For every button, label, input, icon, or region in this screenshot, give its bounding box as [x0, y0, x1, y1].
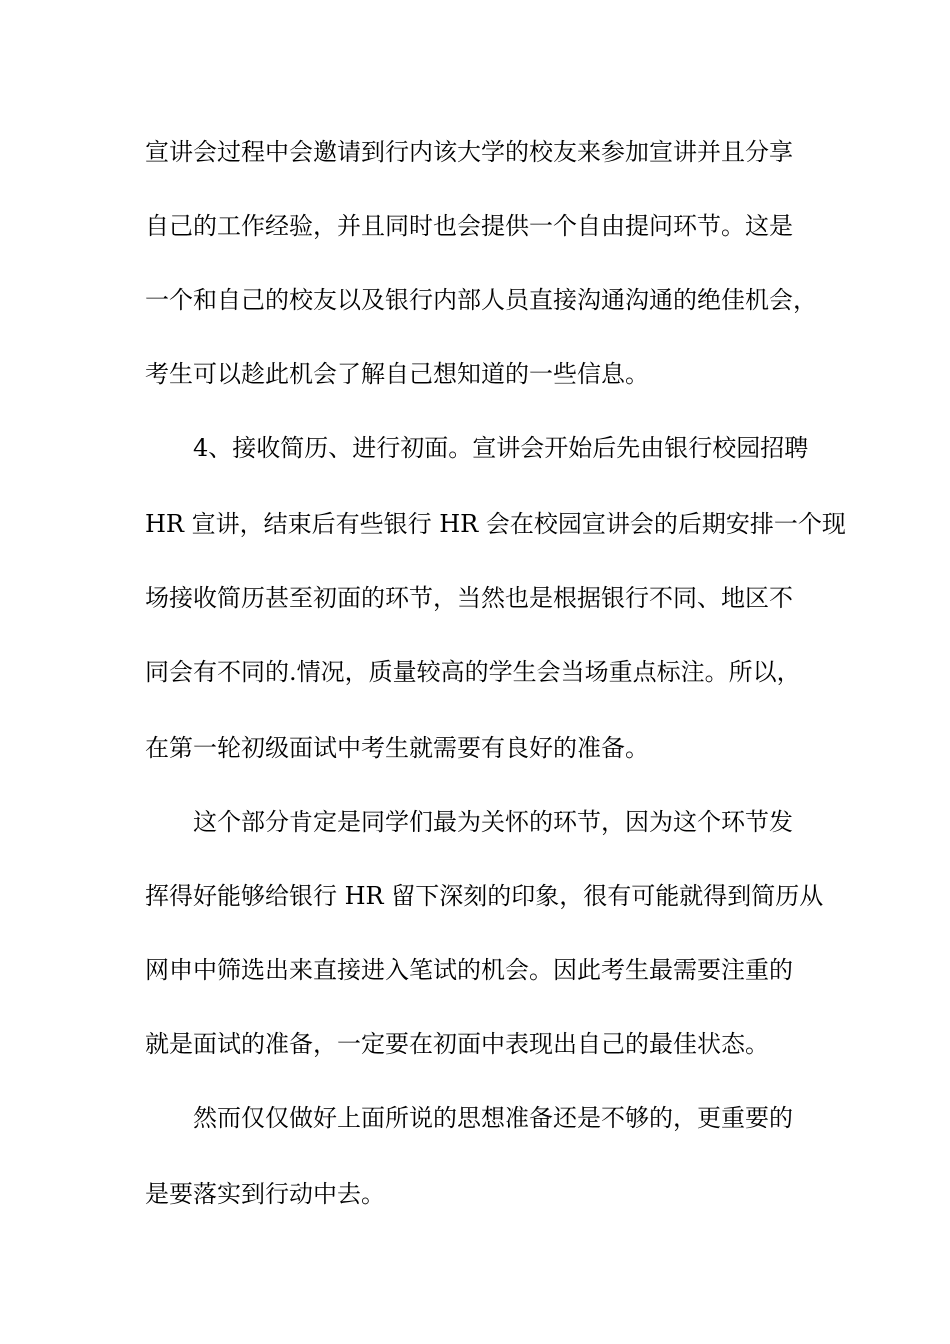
paragraph-first-line: 4、接收简历、进行初面。宣讲会开始后先由银行校园招聘	[193, 434, 809, 462]
text-line: 网申中筛选出来直接进入笔试的机会。因此考生最需要注重的	[145, 956, 793, 984]
paragraph-first-line: 这个部分肯定是同学们最为关怀的环节，因为这个环节发	[193, 808, 793, 836]
paragraph-first-line: 然而仅仅做好上面所说的思想准备还是不够的，更重要的	[193, 1104, 793, 1132]
text-line: 一个和自己的校友以及银行内部人员直接沟通沟通的绝佳机会，	[145, 286, 817, 314]
text-line: 宣讲会过程中会邀请到行内该大学的校友来参加宣讲并且分享	[145, 138, 793, 166]
text-line: 是要落实到行动中去。	[145, 1180, 385, 1208]
text-line: 考生可以趁此机会了解自己想知道的一些信息。	[145, 360, 649, 388]
text-line: 同会有不同的.情况，质量较高的学生会当场重点标注。所以，	[145, 658, 801, 686]
text-line: 就是面试的准备，一定要在初面中表现出自己的最佳状态。	[145, 1030, 769, 1058]
text-line: 挥得好能够给银行 HR 留下深刻的印象，很有可能就得到简历从	[145, 882, 824, 910]
text-line: 场接收简历甚至初面的环节，当然也是根据银行不同、地区不	[145, 584, 793, 612]
text-line: 自己的工作经验，并且同时也会提供一个自由提问环节。这是	[145, 212, 793, 240]
text-line: HR 宣讲，结束后有些银行 HR 会在校园宣讲会的后期安排一个现	[145, 510, 846, 538]
text-line: 在第一轮初级面试中考生就需要有良好的准备。	[145, 734, 649, 762]
